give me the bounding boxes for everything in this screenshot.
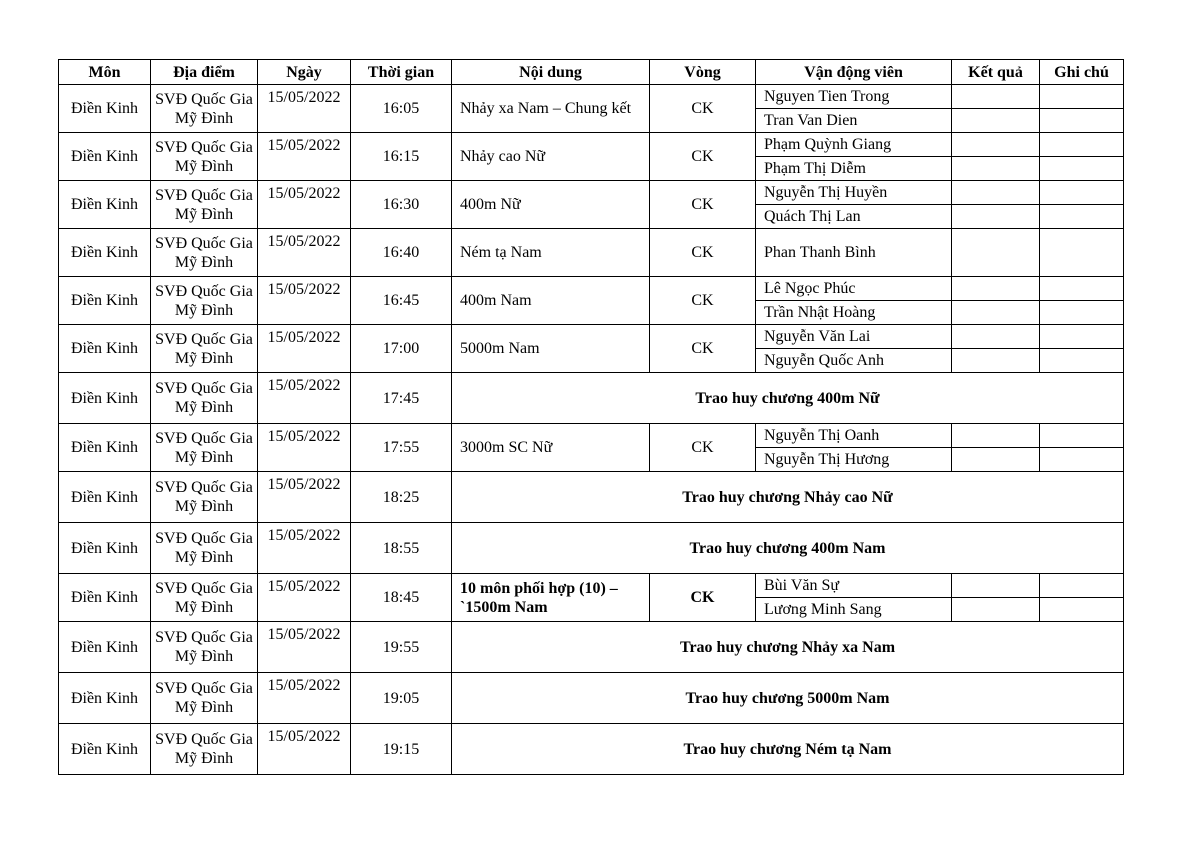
- result-cell: [952, 85, 1040, 109]
- header-venue: Địa điểm: [151, 60, 258, 85]
- award-row: [59, 523, 1124, 574]
- result-cell: [952, 181, 1040, 205]
- date-cell: 15/05/2022: [258, 85, 351, 133]
- venue-cell: SVĐ Quốc Gia Mỹ Đình: [151, 472, 258, 523]
- award-row: [59, 673, 1124, 724]
- round-cell: CK: [650, 325, 756, 373]
- event-row: [59, 133, 1124, 157]
- event-cell: 400m Nữ: [452, 181, 650, 229]
- header-note: Ghi chú: [1040, 60, 1124, 85]
- athlete-cell: Nguyen Tien Trong: [756, 85, 952, 109]
- athlete-cell: Nguyễn Thị Huyền: [756, 181, 952, 205]
- venue-cell: SVĐ Quốc Gia Mỹ Đình: [151, 724, 258, 775]
- event-cell: 400m Nam: [452, 277, 650, 325]
- note-cell: [1040, 448, 1124, 472]
- round-cell: CK: [650, 229, 756, 277]
- event-row: [59, 325, 1124, 349]
- result-cell: [952, 109, 1040, 133]
- time-cell: 17:00: [351, 325, 452, 373]
- time-cell: 18:25: [351, 472, 452, 523]
- event-cell: 10 môn phối hợp (10) – `1500m Nam: [452, 574, 650, 622]
- time-cell: 17:45: [351, 373, 452, 424]
- athlete-cell: Bùi Văn Sự: [756, 574, 952, 598]
- date-cell: 15/05/2022: [258, 724, 351, 775]
- note-cell: [1040, 181, 1124, 205]
- venue-cell: SVĐ Quốc Gia Mỹ Đình: [151, 325, 258, 373]
- sport-cell: Điền Kinh: [59, 523, 151, 574]
- date-cell: 15/05/2022: [258, 277, 351, 325]
- result-cell: [952, 277, 1040, 301]
- date-cell: 15/05/2022: [258, 325, 351, 373]
- venue-cell: SVĐ Quốc Gia Mỹ Đình: [151, 133, 258, 181]
- award-cell: Trao huy chương 400m Nữ: [452, 373, 1124, 424]
- date-cell: 15/05/2022: [258, 181, 351, 229]
- schedule-body: [59, 85, 1124, 775]
- date-cell: 15/05/2022: [258, 133, 351, 181]
- round-cell: CK: [650, 574, 756, 622]
- time-cell: 19:55: [351, 622, 452, 673]
- award-row: [59, 724, 1124, 775]
- result-cell: [952, 598, 1040, 622]
- date-cell: 15/05/2022: [258, 622, 351, 673]
- header-date: Ngày: [258, 60, 351, 85]
- header-result: Kết quả: [952, 60, 1040, 85]
- time-cell: 18:55: [351, 523, 452, 574]
- sport-cell: Điền Kinh: [59, 424, 151, 472]
- time-cell: 17:55: [351, 424, 452, 472]
- time-cell: 16:05: [351, 85, 452, 133]
- sport-cell: Điền Kinh: [59, 472, 151, 523]
- award-row: [59, 622, 1124, 673]
- event-row: [59, 574, 1124, 598]
- time-cell: 18:45: [351, 574, 452, 622]
- sport-cell: Điền Kinh: [59, 325, 151, 373]
- event-row: [59, 181, 1124, 205]
- date-cell: 15/05/2022: [258, 229, 351, 277]
- athlete-cell: Nguyễn Thị Hương: [756, 448, 952, 472]
- event-cell: Nhảy cao Nữ: [452, 133, 650, 181]
- award-row: [59, 373, 1124, 424]
- header-event: Nội dung: [452, 60, 650, 85]
- event-cell: Nhảy xa Nam – Chung kết: [452, 85, 650, 133]
- date-cell: 15/05/2022: [258, 424, 351, 472]
- award-cell: Trao huy chương Nhảy xa Nam: [452, 622, 1124, 673]
- event-cell: 5000m Nam: [452, 325, 650, 373]
- result-cell: [952, 205, 1040, 229]
- award-cell: Trao huy chương 400m Nam: [452, 523, 1124, 574]
- note-cell: [1040, 598, 1124, 622]
- award-cell: Trao huy chương Nhảy cao Nữ: [452, 472, 1124, 523]
- athlete-cell: Lương Minh Sang: [756, 598, 952, 622]
- result-cell: [952, 349, 1040, 373]
- venue-cell: SVĐ Quốc Gia Mỹ Đình: [151, 622, 258, 673]
- time-cell: 16:45: [351, 277, 452, 325]
- result-cell: [952, 229, 1040, 277]
- note-cell: [1040, 325, 1124, 349]
- athlete-cell: Nguyễn Thị Oanh: [756, 424, 952, 448]
- time-cell: 16:30: [351, 181, 452, 229]
- venue-cell: SVĐ Quốc Gia Mỹ Đình: [151, 373, 258, 424]
- note-cell: [1040, 229, 1124, 277]
- event-cell: Ném tạ Nam: [452, 229, 650, 277]
- award-row: [59, 472, 1124, 523]
- sport-cell: Điền Kinh: [59, 673, 151, 724]
- header-athletes: Vận động viên: [756, 60, 952, 85]
- award-cell: Trao huy chương Ném tạ Nam: [452, 724, 1124, 775]
- sport-cell: Điền Kinh: [59, 229, 151, 277]
- note-cell: [1040, 133, 1124, 157]
- sport-cell: Điền Kinh: [59, 181, 151, 229]
- note-cell: [1040, 85, 1124, 109]
- time-cell: 19:15: [351, 724, 452, 775]
- time-cell: 16:15: [351, 133, 452, 181]
- date-cell: 15/05/2022: [258, 523, 351, 574]
- venue-cell: SVĐ Quốc Gia Mỹ Đình: [151, 574, 258, 622]
- award-cell: Trao huy chương 5000m Nam: [452, 673, 1124, 724]
- athlete-cell: Quách Thị Lan: [756, 205, 952, 229]
- athlete-cell: Tran Van Dien: [756, 109, 952, 133]
- result-cell: [952, 424, 1040, 448]
- schedule-table: [58, 59, 1124, 775]
- athlete-cell: Lê Ngọc Phúc: [756, 277, 952, 301]
- note-cell: [1040, 301, 1124, 325]
- result-cell: [952, 133, 1040, 157]
- athlete-cell: Trần Nhật Hoàng: [756, 301, 952, 325]
- result-cell: [952, 448, 1040, 472]
- note-cell: [1040, 424, 1124, 448]
- event-cell: 3000m SC Nữ: [452, 424, 650, 472]
- venue-cell: SVĐ Quốc Gia Mỹ Đình: [151, 181, 258, 229]
- athlete-cell: Phạm Quỳnh Giang: [756, 133, 952, 157]
- athlete-cell: Nguyễn Văn Lai: [756, 325, 952, 349]
- result-cell: [952, 157, 1040, 181]
- event-row: [59, 277, 1124, 301]
- venue-cell: SVĐ Quốc Gia Mỹ Đình: [151, 523, 258, 574]
- round-cell: CK: [650, 181, 756, 229]
- result-cell: [952, 325, 1040, 349]
- sport-cell: Điền Kinh: [59, 373, 151, 424]
- header-time: Thời gian: [351, 60, 452, 85]
- note-cell: [1040, 157, 1124, 181]
- date-cell: 15/05/2022: [258, 472, 351, 523]
- round-cell: CK: [650, 85, 756, 133]
- venue-cell: SVĐ Quốc Gia Mỹ Đình: [151, 85, 258, 133]
- note-cell: [1040, 205, 1124, 229]
- sport-cell: Điền Kinh: [59, 574, 151, 622]
- sport-cell: Điền Kinh: [59, 85, 151, 133]
- venue-cell: SVĐ Quốc Gia Mỹ Đình: [151, 277, 258, 325]
- date-cell: 15/05/2022: [258, 673, 351, 724]
- sport-cell: Điền Kinh: [59, 724, 151, 775]
- note-cell: [1040, 349, 1124, 373]
- time-cell: 19:05: [351, 673, 452, 724]
- event-row: [59, 424, 1124, 448]
- result-cell: [952, 574, 1040, 598]
- venue-cell: SVĐ Quốc Gia Mỹ Đình: [151, 673, 258, 724]
- note-cell: [1040, 574, 1124, 598]
- sport-cell: Điền Kinh: [59, 622, 151, 673]
- event-row: [59, 85, 1124, 109]
- athlete-cell: Nguyễn Quốc Anh: [756, 349, 952, 373]
- athlete-cell: Phạm Thị Diễm: [756, 157, 952, 181]
- venue-cell: SVĐ Quốc Gia Mỹ Đình: [151, 229, 258, 277]
- event-row: [59, 229, 1124, 277]
- round-cell: CK: [650, 424, 756, 472]
- date-cell: 15/05/2022: [258, 373, 351, 424]
- athlete-cell: Phan Thanh Bình: [756, 229, 952, 277]
- header-sport: Môn: [59, 60, 151, 85]
- header-round: Vòng: [650, 60, 756, 85]
- header-row: [59, 60, 1124, 85]
- note-cell: [1040, 277, 1124, 301]
- sport-cell: Điền Kinh: [59, 133, 151, 181]
- time-cell: 16:40: [351, 229, 452, 277]
- round-cell: CK: [650, 277, 756, 325]
- result-cell: [952, 301, 1040, 325]
- sport-cell: Điền Kinh: [59, 277, 151, 325]
- note-cell: [1040, 109, 1124, 133]
- round-cell: CK: [650, 133, 756, 181]
- date-cell: 15/05/2022: [258, 574, 351, 622]
- venue-cell: SVĐ Quốc Gia Mỹ Đình: [151, 424, 258, 472]
